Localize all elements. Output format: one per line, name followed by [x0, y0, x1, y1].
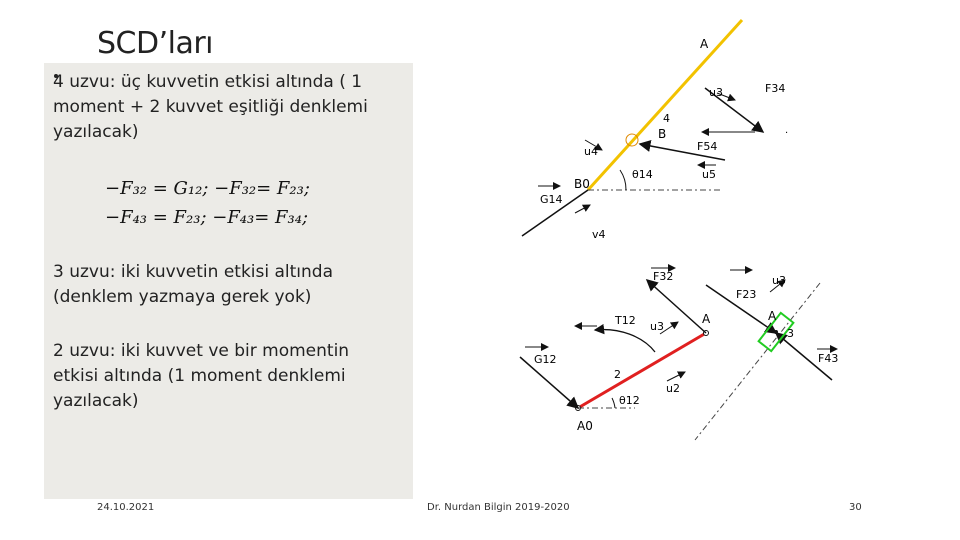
label-theta12: θ12 — [619, 394, 640, 407]
label-a-right: A — [768, 309, 777, 323]
label-a0: A0 — [577, 419, 593, 433]
v4-arrow — [575, 205, 590, 213]
label-f34: F34 — [765, 82, 786, 95]
equation-1-text: −F₃₂ = G₁₂; −F₃₂= F₂₃; — [105, 178, 310, 199]
slide-title: SCD’ları — [97, 26, 214, 61]
label-b: B — [658, 127, 667, 141]
paragraph-link4: 4 uzvu: üç kuvvetin etkisi altında ( 1 moment + 2 kuvvet eşitliği denklemi yazılacak) — [53, 72, 368, 142]
footer-date: 24.10.2021 — [97, 502, 155, 513]
label-u3-top: u3 — [709, 86, 723, 99]
label-b0: B0 — [574, 177, 590, 191]
label-v4: v4 — [592, 228, 606, 241]
label-u2: u2 — [666, 382, 680, 395]
label-g12: G12 — [534, 353, 557, 366]
footer-page-number: 30 — [849, 502, 862, 513]
free-body-diagrams — [480, 0, 880, 470]
label-a-top: A — [700, 37, 709, 51]
equation-2-text: −F₄₃ = F₂₃; −F₄₃= F₃₄; — [105, 207, 309, 228]
equation-line-1 — [105, 178, 310, 199]
label-f43: F43 — [818, 352, 839, 365]
joint-a-slider — [774, 330, 778, 334]
label-u4: u4 — [584, 145, 598, 158]
label-3: 3 — [787, 327, 794, 340]
theta12-arc — [612, 398, 615, 408]
label-g14: G14 — [540, 193, 563, 206]
label-a-left: A — [702, 312, 711, 326]
link3-diagram — [695, 270, 838, 440]
link2-bar — [578, 333, 706, 408]
slider-axis-dashdot — [695, 283, 820, 440]
label-t12: T12 — [615, 314, 636, 327]
u2-arrow — [667, 372, 685, 381]
link4-diagram — [522, 20, 788, 241]
label-f23: F23 — [736, 288, 757, 301]
label-u3-left: u3 — [650, 320, 664, 333]
link4-bar — [588, 20, 742, 190]
t12-moment-arc — [595, 330, 655, 352]
label-theta14: θ14 — [632, 168, 653, 181]
label-4: 4 — [663, 112, 670, 125]
label-u5: u5 — [702, 168, 716, 181]
label-2: 2 — [614, 368, 621, 381]
paragraph-link3: 3 uzvu: iki kuvvetin etkisi altında (denklem yazmaya gerek yok) — [53, 262, 334, 307]
paragraph-link2: 2 uzvu: iki kuvvet ve bir momentin etkisi altında (1 moment denklemi yazılacak) — [53, 341, 350, 411]
stray-dot: . — [785, 125, 789, 136]
label-f54: F54 — [697, 140, 718, 153]
theta14-arc — [620, 170, 626, 190]
footer-author: Dr. Nurdan Bilgin 2019-2020 — [427, 502, 570, 513]
equation-line-2 — [105, 207, 308, 228]
label-f32: F32 — [653, 270, 674, 283]
label-u3-right: u3 — [772, 274, 786, 287]
link2-diagram — [520, 268, 711, 433]
